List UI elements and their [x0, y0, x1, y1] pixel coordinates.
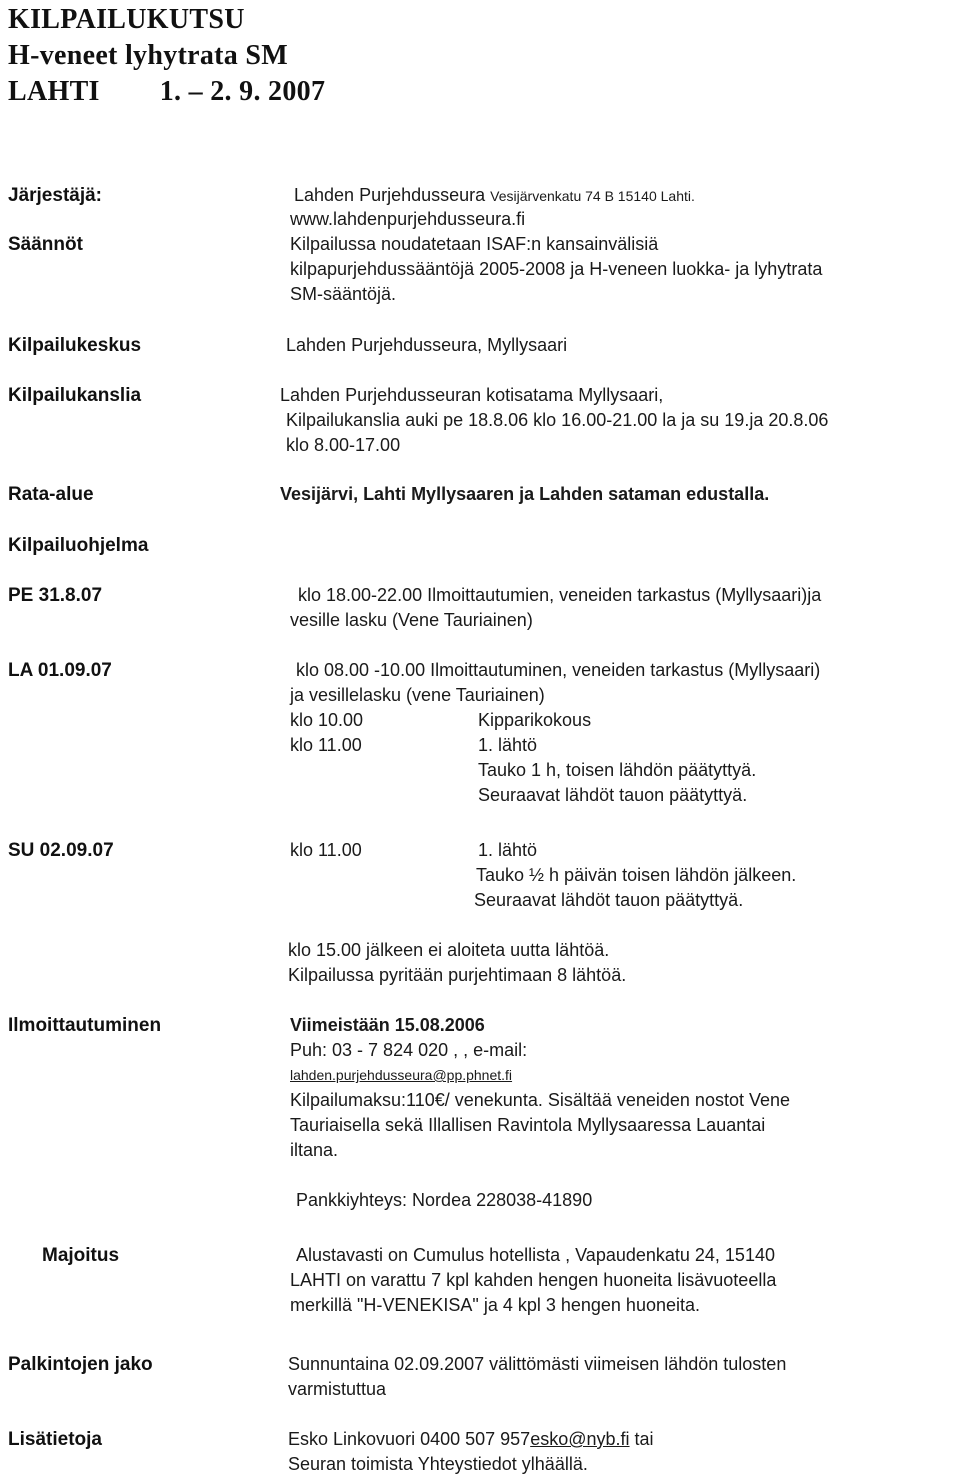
race-area-value: Vesijärvi, Lahti Myllysaaren ja Lahden sataman edustalla.	[280, 484, 770, 504]
info-label: Lisätietoja	[8, 1429, 102, 1450]
programme-fri-line-2: vesille lasku (Vene Tauriainen)	[290, 610, 533, 630]
rules-line-3: SM-sääntöjä.	[290, 284, 397, 304]
registration-fee-line-3: iltana.	[290, 1140, 339, 1160]
programme-sun-time-1: klo 11.00	[290, 840, 362, 860]
prizes-label: Palkintojen jako	[8, 1354, 153, 1375]
prizes-line-2: varmistuttua	[288, 1379, 387, 1399]
programme-fri-line-1: klo 18.00-22.00 Ilmoittautumien, veneiden tarkastus (Myllysaari)ja	[298, 585, 822, 605]
organizer-label: Järjestäjä:	[8, 185, 103, 206]
accommodation-line-1: Alustavasti on Cumulus hotellista , Vapaudenkatu 24, 15140	[296, 1245, 775, 1265]
programme-sat-event-2: 1. lähtö	[478, 735, 538, 755]
programme-sat-time-1: klo 10.00	[290, 710, 364, 730]
programme-sun-event-1: 1. lähtö	[478, 840, 538, 860]
race-office-line-2: Kilpailukanslia auki pe 18.8.06 klo 16.00-21.00 la ja su 19.ja 20.8.06	[286, 410, 829, 430]
programme-sat-day: LA 01.09.07	[8, 660, 112, 681]
race-office-line-3: klo 8.00-17.00	[286, 435, 401, 455]
programme-sat-line-2: ja vesillelasku (vene Tauriainen)	[290, 685, 545, 705]
race-area-label: Rata-alue	[8, 484, 94, 505]
race-center-value: Lahden Purjehdusseura, Myllysaari	[286, 335, 568, 355]
organizer-website[interactable]: www.lahdenpurjehdusseura.fi	[290, 209, 526, 229]
registration-deadline: Viimeistään 15.08.2006	[290, 1015, 485, 1035]
rules-line-1: Kilpailussa noudatetaan ISAF:n kansainvälisiä	[290, 234, 659, 254]
registration-email-link[interactable]: lahden.purjehdusseura@pp.phnet.fi	[290, 1067, 513, 1083]
registration-bank: Pankkiyhteys: Nordea 228038-41890	[296, 1190, 593, 1210]
programme-sun-note-2: Seuraavat lähdöt tauon päätyttyä.	[474, 890, 744, 910]
info-email-link[interactable]: esko@nyb.fi	[530, 1429, 630, 1449]
prizes-line-1: Sunnuntaina 02.09.2007 välittömästi viimeisen lähdön tulosten	[288, 1354, 787, 1374]
info-line-1	[288, 1427, 654, 1452]
programme-footer-line-1: klo 15.00 jälkeen ei aloiteta uutta lähtöä.	[288, 940, 610, 960]
programme-sun-day: SU 02.09.07	[8, 840, 114, 861]
info-suffix: tai	[629, 1429, 654, 1449]
registration-fee-line-2: Tauriaisella sekä Illallisen Ravintola Myllysaaressa Lauantai	[290, 1115, 766, 1135]
programme-sat-note-1: Tauko 1 h, toisen lähdön päätyttyä.	[478, 760, 757, 780]
organizer-address: Vesijärvenkatu 74 B 15140 Lahti.	[490, 188, 695, 204]
rules-label: Säännöt	[8, 234, 83, 255]
event-location-dates	[8, 76, 325, 108]
organizer-name: Lahden Purjehdusseura	[294, 185, 486, 205]
registration-fee-line-1: Kilpailumaksu:110€/ venekunta. Sisältää veneiden nostot Vene	[290, 1090, 791, 1110]
organizer-value	[294, 183, 695, 209]
programme-footer-line-2: Kilpailussa pyritään purjehtimaan 8 lähtöä.	[288, 965, 627, 985]
info-contact: Esko Linkovuori 0400 507 957	[288, 1429, 531, 1449]
programme-sat-time-2: klo 11.00	[290, 735, 362, 755]
document-subtitle: H-veneet lyhytrata SM	[8, 40, 289, 71]
programme-sat-event-1: Kipparikokous	[478, 710, 592, 730]
programme-sat-line-1: klo 08.00 -10.00 Ilmoittautuminen, veneiden tarkastus (Myllysaari)	[296, 660, 821, 680]
document-title: KILPAILUKUTSU	[8, 4, 245, 35]
event-dates: 1. – 2. 9. 2007	[159, 76, 326, 107]
event-city: LAHTI	[8, 76, 100, 107]
registration-phone: Puh: 03 - 7 824 020 , , e-mail:	[290, 1040, 528, 1060]
race-office-line-1: Lahden Purjehdusseuran kotisatama Myllysaari,	[280, 385, 664, 405]
programme-sun-note-1: Tauko ½ h päivän toisen lähdön jälkeen.	[476, 865, 797, 885]
registration-label: Ilmoittautuminen	[8, 1015, 162, 1036]
accommodation-line-2: LAHTI on varattu 7 kpl kahden hengen huoneita lisävuoteella	[290, 1270, 777, 1290]
programme-fri-day: PE 31.8.07	[8, 585, 103, 606]
accommodation-line-3: merkillä "H-VENEKISA" ja 4 kpl 3 hengen huoneita.	[290, 1295, 700, 1315]
race-center-label: Kilpailukeskus	[8, 335, 142, 356]
programme-sat-note-2: Seuraavat lähdöt tauon päätyttyä.	[478, 785, 748, 805]
info-line-2: Seuran toimista Yhteystiedot ylhäällä.	[288, 1454, 588, 1474]
programme-label: Kilpailuohjelma	[8, 535, 149, 556]
rules-line-2: kilpapurjehdussääntöjä 2005-2008 ja H-veneen luokka- ja lyhytrata	[290, 259, 823, 279]
accommodation-label: Majoitus	[42, 1245, 120, 1266]
race-office-label: Kilpailukanslia	[8, 385, 142, 406]
